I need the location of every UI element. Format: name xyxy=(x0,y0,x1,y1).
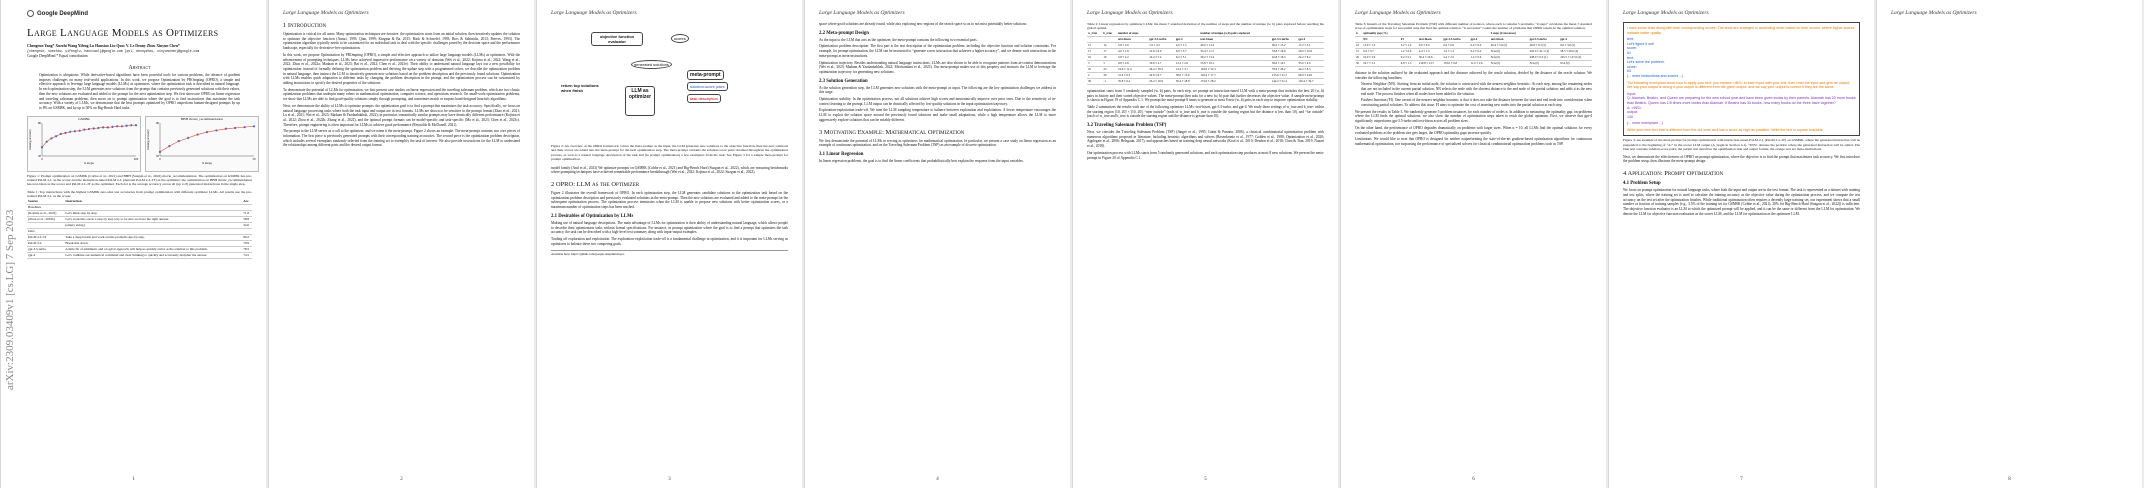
chart-tick-label: 0 xyxy=(159,156,161,161)
chart-axes xyxy=(160,123,254,156)
table-cell: 15 xyxy=(1087,42,1102,48)
table-cell: 142.2 ± 31.2 xyxy=(1271,78,1298,84)
subsection-heading: 2.3 Solution Generation xyxy=(819,78,868,84)
table-header: FI xyxy=(1400,36,1418,42)
body-text xyxy=(1623,155,1860,164)
table-cell: 55.8 ± 16.1 xyxy=(1199,60,1270,66)
table-cell: 26.0 ± 10.6 xyxy=(1297,48,1321,54)
table-cell: 19.6 ± 11.4 xyxy=(1117,66,1148,72)
table-header: text-bison xyxy=(1199,36,1270,42)
table-cell: Take a deep breath and work on this problem step-by-step. xyxy=(64,234,242,240)
meta-prompt-line: text: xyxy=(1627,37,1634,42)
table-cell: 5.8 ± 2.6 xyxy=(1117,42,1148,48)
table-cell: 5 xyxy=(1102,60,1117,66)
running-head: Large Language Models as Optimizers xyxy=(819,10,905,16)
table-cell: 195.5 ± 127.6 (2) xyxy=(1559,54,1592,60)
figure-1 xyxy=(27,116,256,172)
table-cell: (empty string) xyxy=(64,222,242,228)
table-row xyxy=(1355,60,1592,66)
page-3 xyxy=(536,0,802,488)
arxiv-watermark xyxy=(4,150,14,390)
table-cell: 14 xyxy=(1102,42,1117,48)
table-cell: Let's work this out in a step by step way to be sure we have the right answer. xyxy=(64,216,242,222)
table-cell xyxy=(1321,78,1324,84)
paragraph: In linear regression problems, the goal is to find the linear coefficients that probabilistically best explain the response from the input variables. xyxy=(819,158,1024,163)
exemplar-answer: A: <INS> xyxy=(1627,105,1642,110)
table-cell: 4.4 ± 2.5 xyxy=(1442,54,1469,60)
paragraph: To demonstrate the potential of LLMs for optimization, we first present case studies on linear regression and the traveling salesman problem, which are two classic optimization problems that underpin many others in mathematical optimization, computer science, and operations research. On small-scale optimization problems, we show that LLMs are able to find good-quality solutions simply through prompting, and sometimes match or surpass hand-designed heuristic algorithms. xyxy=(283,87,520,102)
table-cell: 12.2 ± 2.0 xyxy=(1175,60,1197,66)
meta-instruction-text: I have some texts along with their corresponding scores. The texts are arranged in ascending order based on their scores, where higher scores indicate better quality. xyxy=(1627,26,1855,35)
solution-score-pairs-box: solution-score pairs xyxy=(687,82,728,91)
chart-axes xyxy=(42,123,136,156)
table-cell: PaLM 2-L-IT xyxy=(27,234,64,240)
solution-score-pairs xyxy=(1627,37,1856,78)
chart-bbh xyxy=(146,121,258,165)
table-cell: 9.8 ± 2.8 xyxy=(1117,60,1148,66)
table-header: gpt-3.5-turbo xyxy=(1529,36,1560,42)
page-number: 1 xyxy=(132,477,135,482)
table-cell: 19.7 ± 3.1 xyxy=(1362,60,1400,66)
table-cell: Let's combine our numerical command and clear thinking to quickly and accurately decipher the answer. xyxy=(64,252,242,258)
table-cell: 40.0 ± 12.4 xyxy=(1199,42,1270,48)
bullet-item: Farthest Insertion (FI). One caveat of the nearest neighbor heuristic is that it does not take the distance between the start and end node into consideration when constructing partial solutions. To address this issue, FI aims to optimize the cost of inserting new nodes into the partial solution at each step. xyxy=(1361,98,1592,108)
table-cell: 174.0 ± 28.2 xyxy=(1199,78,1270,84)
body-text xyxy=(1355,71,1592,147)
page-6 xyxy=(1340,0,1606,488)
table-cell: 202.0 ± 41.1 (4) xyxy=(1529,48,1560,54)
meta-prompt-figure xyxy=(1623,22,1860,136)
table-cell: 3.8 ± 2.2 xyxy=(1117,54,1148,60)
table-header: gpt-4 xyxy=(1559,36,1592,42)
fig1-caption: Figure 1: Prompt optimization on GSM8K (Cobbe et al., 2021) and BBH (Suzgun et al., 2022) movie_recommendation. The optimization on GSM8K has pre-trained PaLM 2-L as the scorer and the instruction-tuned PaLM 2-L (denoted PaLM 2-L-IT) as the optimizer; the optimization on BBH movie_recommendation has text-bison as the scorer and PaLM 2-L-IT as the optimizer. Each dot is the average accuracy across all (up to 8) generated instructions in the single step. xyxy=(27,173,252,187)
table-header: # steps (# successes) xyxy=(1490,31,1529,37)
table-row xyxy=(27,252,252,258)
table-cell: 438.0 ± 0.0 (1) xyxy=(1529,54,1560,60)
table-cell: 24.2 ± 8.2 xyxy=(1297,54,1321,60)
table-cell: 104.0 ± 52.3 xyxy=(1199,66,1270,72)
paragraph: Optimization problem description. The first part is the text description of the optimization problem, including the objective function and solution constraints. For example, for prompt optimization, the LLM can be instructed to “generate a new instruction that achieves a higher accuracy”, and we denote such instructions in the meta-prompt as meta-instructions. xyxy=(819,44,1056,58)
abstract-heading: Abstract xyxy=(128,65,151,71)
table-cell: 219.8 ± 13.7 xyxy=(1418,60,1443,66)
table-cell: 25 xyxy=(1087,66,1102,72)
table-row xyxy=(1087,78,1324,84)
subsection-heading: 2.1 Desirables of Optimization by LLMs xyxy=(551,213,634,219)
table-cell: gpt-4 xyxy=(27,252,64,258)
meta-prompt-line: Let's figure it out! xyxy=(1627,41,1655,46)
table-cell: 42.8 ± 16.3 xyxy=(1271,54,1298,60)
body-text xyxy=(819,139,1056,148)
meta-prompt-line: 61 xyxy=(1627,50,1631,55)
table-cell: 3.2 ± 1.4 xyxy=(1400,42,1418,48)
exemplar xyxy=(1627,92,1856,126)
table-cell: 0.2 ± 0.1 xyxy=(1400,54,1418,60)
table-cell: PaLM 2-L xyxy=(27,240,64,246)
paragraph: Next, we consider the Traveling Salesman Problem (TSP) (Jünger et al., 1995; Gutin & Punnen, 2006), a classical combinatorial optimization problem with numerous algorithms proposed in literature, including heuristic algorithms and solvers (Rosenkrantz et al., 1977; Golden et al., 1980; Optimization et al., 2020; Applegate et al., 2006; Helsgaun, 2017), and approaches based on training deep neural networks (Kool et al., 2019; Deudon et al., 2018; Chen & Tian, 2019; Nazari et al., 2018). xyxy=(1087,130,1324,149)
table-cell: 31.4 ± 6.3 xyxy=(1117,72,1148,78)
paragraph: distance in the solution outlined by the evaluated approach and the distance achieved by the oracle solution, divided by the distance of the oracle solution. We consider the following baselines: xyxy=(1355,70,1592,80)
table-cell: 6.2 ± 3.1 xyxy=(1175,54,1197,60)
table-cell: N/A (0) xyxy=(1490,60,1529,66)
table-cell: N/A (0) xyxy=(1559,60,1592,66)
exemplar-input-label: input: xyxy=(1627,91,1636,96)
page-number: 7 xyxy=(1740,477,1743,482)
table-1 xyxy=(27,199,252,259)
paragraph: The prompt to the LLM serves as a call to the optimizer, and we name it the meta-prompt. Figure 2 shows an example. The meta-prompt contains two core pieces of information. The first piece is previously generated prompts with their corresponding training accuracies. The second piece is the optimization problem description, which includes several exemplars randomly selected from the training set to exemplify the task of interest. We also provide instructions for the LLM to understand the relationships among different parts and the desired output format. xyxy=(283,129,520,148)
table-cell: Baselines xyxy=(27,204,64,210)
table-header: optimality gap (%) xyxy=(1362,31,1400,37)
subsection-heading: 3.1 Linear Regression xyxy=(819,151,864,157)
table-3 xyxy=(1355,31,1592,67)
chart-tick-label: 50 xyxy=(38,153,41,158)
meta-prompt-line: score: xyxy=(1627,64,1637,69)
paragraph: Limitations. We would like to note that OPRO is designed for neither outperforming the state-of-the-art gradient-based optimization algorithms for continuous mathematical optimization, nor surpassing the performance of specialized solvers for classical combinatorial optimization problems such as TSP. xyxy=(1355,137,1592,146)
paragraph: Exploration-exploitation trade-off. We tune the LLM sampling temperature to balance between exploration and exploitation. A lower temperature encourages the LLM to exploit the solution space around the previously found solutions and make small adaptations, while a high temperature allows the LLM to more aggressively explore solutions that can be notably different. xyxy=(819,108,1056,122)
exemplar-question: Q: Alannah, Beatrix, and Queen are preparing for the new school year and have been given books by their parents. Alannah has 20 more books than Beatrix. Queen has 1/5 times more books than Alannah. If Beatrix has 30 books, how many books do the three have together? xyxy=(1627,96,1856,105)
generated-solutions-ellipse: generated solutions xyxy=(631,60,672,69)
table-cell: 34.0 xyxy=(242,222,252,228)
table-cell: 10 xyxy=(1355,42,1362,48)
paragraph: As the input to the LLM that acts as the optimizer, the meta-prompt contains the following two essential parts. xyxy=(819,37,978,42)
table-cell: N/A (0) xyxy=(1490,48,1529,54)
table-cell: 17.2 ± 5.1 xyxy=(1297,42,1321,48)
table-cell: 0.0 ± 0.0 xyxy=(1470,42,1490,48)
paragraph: Figure 2 illustrates the overall framework of OPRO. In each optimization step, the LLM generates candidate solutions to the optimization task based on the optimization problem description and previously evaluated solutions in the meta-prompt. Then the new solutions are evaluated and added to the meta-prompt for the subsequent optimization process. The optimization process terminates when the LLM is unable to propose new solutions with better optimization scores, or a maximum number of optimization steps has been reached. xyxy=(551,191,788,210)
table-cell: 9.4 ± 3.7 xyxy=(1362,48,1400,54)
table-cell: 58.8 xyxy=(242,216,252,222)
scores-ellipse: scores xyxy=(671,34,689,43)
table-header: gpt-4 xyxy=(1470,36,1490,42)
paragraph: Making use of natural language descriptions. The main advantage of LLMs for optimization is their ability of understanding natural language, which allows people to describe their optimization tasks without formal specifications. For instance, in prompt optimization where the goal is to find a prompt that optimizes the task accuracy, the task can be described with a high-level text summary along with input-output examples. xyxy=(551,220,788,235)
table-cell: 26.4 ± 18.3 xyxy=(1148,66,1175,72)
meta-prompt-line: Let's solve the problem. xyxy=(1627,60,1665,65)
chart-tick-label: 200 xyxy=(133,156,139,161)
page-8 xyxy=(1876,0,2142,488)
table-cell: 74.5 xyxy=(242,252,252,258)
table-cell: 17 xyxy=(1102,48,1117,54)
table-header: gpt-3.5-turbo xyxy=(1271,36,1298,42)
table-header: w_true xyxy=(1087,31,1102,37)
table-header: n xyxy=(1355,31,1362,37)
paragraph: Table 2 summarizes the results with one of the following optimizer LLMs: text-bison, gpt-3.5-turbo, and gpt-4. We study three settings of w_true and b_true: within the starting region [10, 20] × [10, 20], “near outside” (each of w_true and b_true is outside the starting region but the distance is less than 10), and “far outside” (each of w_true and b_true is outside the starting region and the distance is greater than 10). xyxy=(1087,104,1324,119)
table-cell: 30.4 ± 10.6 xyxy=(1418,54,1443,60)
arxiv-id: arXiv:2309.03409v1 [cs.LG] 7 Sep 2023 xyxy=(4,209,16,390)
paragraph: We present the results in Table 3. We randomly generate 5 problem instances for each number of nodes n. In addition to measuring the optimality gap, on problems where the LLM finds the optimal solutions, we also show the number of optimization steps taken to reach the global optimum. First, we observe that gpt-4 significantly outperforms gpt-3.5-turbo and text-bison across all problem sizes. xyxy=(1355,109,1592,124)
table-cell: 1.4 ± 0.6 xyxy=(1470,54,1490,60)
deepmind-logo xyxy=(27,10,252,17)
page-number: 8 xyxy=(2008,477,2011,482)
table-cell: 50 xyxy=(1355,60,1362,66)
page-5 xyxy=(1072,0,1338,488)
page-number: 5 xyxy=(1204,477,1207,482)
table-cell: 53.8 ± 16.9 xyxy=(1271,48,1298,54)
table-cell: 36 xyxy=(1087,78,1102,84)
table-cell: 16 xyxy=(1087,54,1102,60)
table-header: text-bison xyxy=(1117,36,1148,42)
table-cell: 4.0 ± 1.5 xyxy=(1175,42,1197,48)
table-cell: 0.0 ± 0.0 xyxy=(1442,42,1469,48)
table-cell: (Kojima et al., 2022) xyxy=(27,210,64,216)
table-cell: 12.2 ± 3.7 xyxy=(1175,66,1197,72)
table-cell: 44.2 ± 8.3 xyxy=(1297,66,1321,72)
table-cell: 9.6 ± 3.0 (5) xyxy=(1559,42,1592,48)
section-heading: 1 Introduction xyxy=(283,22,327,29)
page-number: 6 xyxy=(1472,477,1475,482)
table-cell: 45.4 ± 16.9 xyxy=(1148,78,1175,84)
fig2-caption: Figure 2: An overview of the OPRO framework. Given the meta-prompt as the input, the LLM generates new solutions to the objective function, then the new solutions and their scores are added into the meta-prompt for the next optimization step. The meta-prompt contains the solution-score pairs obtained throughout the optimization process, as well as a natural language description of the task and (in prompt optimization) a few exemplars from the task. See Figure 3 for a sample meta-prompt for prompt optimization. xyxy=(551,144,788,162)
paragraph: On the other hand, the performance of OPRO degrades dramatically on problems with larger sizes. When n = 10, all LLMs find the optimal solutions for every evaluated problem; as the problem size gets larger, the OPRO optimality gaps increase quickly. xyxy=(1355,125,1592,135)
chart-xlabel: # steps xyxy=(202,160,212,165)
paragraph: Next, we demonstrate the effectiveness of OPRO on prompt optimization, where the objective is to find the prompt that maximizes task accuracy. We first introduce the problem setup, then illustrate the meta-prompt design. xyxy=(1623,154,1860,164)
fig1-right-panel xyxy=(145,116,259,172)
table-cell: 71.8 xyxy=(242,210,252,216)
llm-optimizer-box: LLM as optimizer xyxy=(625,86,655,116)
running-head: Large Language Models as Optimizers xyxy=(1087,10,1173,16)
table-cell: 80.2 xyxy=(242,234,252,240)
table-cell: 46.8 ± 9.3 (5) xyxy=(1529,42,1560,48)
meta-prompt-line: score: xyxy=(1627,46,1637,51)
section-heading: 2 OPRO: LLM as the Optimizer xyxy=(551,181,640,189)
table-cell: 30.2 ± 13.4 xyxy=(1199,54,1270,60)
paragraph: We first demonstrate the potential of LLMs in serving as optimizers for mathematical optimization. In particular, we present a case study on linear regression as an example of continuous optimization, and on the Traveling Salesman Problem (TSP) as an example of discrete optimization. xyxy=(819,138,1056,148)
paragraph: optimization starts from 5 randomly sampled (w, b) pairs. In each step, we prompt an instruction-tuned LLM with a meta-prompt that includes the best 20 (w, b) pairs in history and their sorted objective values. The meta-prompt then asks for a new (w, b) pair that further decreases the objective value. A sample meta-prompt is shown in Figure 19 of Appendix C.1. We prompt the meta-prompt 8 times to generate at most 8 new (w, b) pairs in each step to improve optimization stability. xyxy=(1087,88,1324,103)
abstract-text: Optimization is ubiquitous. While derivative-based algorithms have been powerful tools for various problems, the absence of gradient imposes challenges on many real-world applications. In this work, we propose Optimization by PROmpting (OPRO), a simple and effective approach to leverage large language models (LLMs) as optimizers, where the optimization task is described in natural language. In each optimization step, the LLM generates new solutions from the prompt that contains previously generated solutions with their values, then the new solutions are evaluated and added to the prompt for the next optimization step. We first showcase OPRO on linear regression and traveling salesman problems, then move on to prompt optimization where the goal is to find instructions that maximize the task accuracy. With a variety of LLMs, we demonstrate that the best prompts optimized by OPRO outperform human-designed prompts by up to 8% on GSM8K, and by up to 50% on Big-Bench Hard tasks. xyxy=(39,73,240,110)
table-cell: 35.8 ± 6.4 xyxy=(1117,78,1148,84)
page-number: 2 xyxy=(400,477,403,482)
bullet-item: Nearest Neighbor (NN). Starting from an initial node, the solution is constructed with the nearest neighbor heuristic: At each step, among the remaining nodes that are not included in the current partial solution, NN selects the node with the shortest distance to the end node of the partial solution, and adds it as the new end node. The process finishes when all nodes have been added to the solution. xyxy=(1361,82,1592,96)
table-cell: 17 xyxy=(1087,48,1102,54)
paragraph: We focus on prompt optimization for natural language tasks, where both the input and output are in the text format. The task is represented as a dataset with training and test splits, where the training set is used to calculate the training accuracy as the objective value during the optimization process, and we compute the test accuracy on the test set after the optimization finishes. While traditional optimization often requires a decently large training set, our experiment shows that a small number or fraction of training samples (e.g., 3.5% of the training set for GSM8K (Cobbe et al., 2021), 20% for Big-Bench Hard (Suzgun et al., 2022)) is sufficient. The objective function evaluator is an LLM to which the optimized prompt will be applied, and it can be the same or different from the LLM for optimization. We denote the LLM for objective function evaluation as the scorer LLM, and the LLM for optimization as the optimizer LLM. xyxy=(1623,188,1860,216)
chart-title: BBH movie_recommendation xyxy=(180,116,224,121)
table-cell: 39.6 ± 10.1 xyxy=(1271,60,1298,66)
table-cell: -1 xyxy=(1102,78,1117,84)
body-text xyxy=(551,191,788,210)
table-header: number of steps xyxy=(1117,31,1148,37)
paragraph: Trading off exploration and exploitation. The exploration-exploitation trade-off is a fundamental challenge in optimization, and it is important for LLMs serving as optimizers to balance these two competing goals. xyxy=(551,236,788,246)
authors: Chengrun Yang* Xuezhi Wang Yifeng Lu Hanxiao Liu Quoc V. Le Denny Zhou Xinyun Chen* xyxy=(27,44,180,48)
table-cell: Let's think step by step. xyxy=(64,210,242,216)
subsection-heading: 2.2 Meta-prompt Design xyxy=(819,30,869,36)
table-cell: A little bit of arithmetic and a logical approach will help us quickly arrive at the solution to this problem. xyxy=(64,246,242,252)
paper-title: Large Language Models as Optimizers xyxy=(27,27,219,39)
table-cell: 10 xyxy=(1102,54,1117,60)
paragraph: Optimization trajectory. Besides understanding natural language instructions, LLMs are also shown to be able to recognize patterns from in-context demonstrations (Wei et al., 2023; Madaan & Yazdanbakhsh, 2022; Mirchandani et al., 2023). Our meta-prompt makes use of this property and instructs the LLM to leverage the optimization trajectory for generating new solutions. xyxy=(819,60,1056,74)
page-number: 4 xyxy=(936,477,939,482)
chart-gsm8k xyxy=(28,121,140,165)
page-7 xyxy=(1608,0,1874,488)
footnote[interactable]: Available here: https://github.com/google-deepmind/opro xyxy=(551,250,788,257)
table-cell: 7.6 ± 4.5 xyxy=(1148,42,1175,48)
running-head: Large Language Models as Optimizers xyxy=(283,10,369,16)
chart-tick-label: 80 xyxy=(38,120,41,125)
body-text xyxy=(819,86,1056,123)
meta-prompt-line: (... more instructions and scores ...) xyxy=(1627,73,1684,78)
meta-instruction-text: Write your new text that is different from the old ones and has a score as high as possible. Write the text in square brackets. xyxy=(1627,127,1824,132)
paragraph: Next, we demonstrate the ability of LLMs to optimize prompts: the optimization goal is to find a prompt that maximizes the task accuracy. Specifically, we focus on natural language processing tasks where both the task input and output are in text formats. LLMs are shown to be sensitive to the prompt format (Zhao et al., 2021; Lu et al., 2021; Wei et al., 2023; Madaan & Yazdanbakhsh, 2022); in particular, semantically similar prompts may have drastically different performance (Kojima et al., 2022; Zhou et al., 2022b; Zhang et al., 2022), and the optimal prompt formats can be model-specific and task-specific (Ma et al., 2023; Chen et al., 2023c). Therefore, prompt engineering is often important for LLMs to achieve good performance (Reynolds & McDonell, 2021). xyxy=(283,103,520,127)
table-header: b_true xyxy=(1102,31,1117,37)
table-cell: 6.0 ± 3.7 xyxy=(1175,48,1197,54)
paragraph: space where good solutions are already found, while also exploring new regions of the search space so as to not miss potentially better solutions. xyxy=(819,22,1028,26)
body-text xyxy=(283,32,520,148)
deepmind-logo-icon xyxy=(27,10,34,17)
table-cell: 38.0 ± 15.9 xyxy=(1175,72,1197,78)
exemplar-output: 140 xyxy=(1627,114,1633,119)
table-header: text-bison xyxy=(1490,36,1529,42)
section-heading: 3 Motivating Example: Mathematical Optimization xyxy=(819,128,965,136)
chart-tick-label: 0 xyxy=(41,156,43,161)
paragraph: At the solution generation step, the LLM generates new solutions with the meta-prompt as input. The following are the key optimization challenges we address in this stage. xyxy=(819,85,1056,95)
table-cell: 1.2 ± 1.1 xyxy=(1442,48,1469,54)
running-head: Large Language Models as Optimizers xyxy=(1355,10,1441,16)
table-cell: gpt-3.5-turbo xyxy=(27,246,64,252)
chart-tick-label: 50 xyxy=(156,153,159,158)
table-cell: 99.0 ± 24.6 xyxy=(1297,72,1321,78)
meta-prompt-line: 63 xyxy=(1627,69,1631,74)
exemplar-output-label: output: xyxy=(1627,110,1638,115)
fig1-left-panel xyxy=(27,116,141,172)
table-cell: 0.2 ± 0.2 xyxy=(1470,48,1490,54)
paragraph: Optimization is critical for all areas. Many optimization techniques are iterative: the optimization starts from an initial solution, then iteratively updates the solution to optimize the objective function (Amari, 1993; Qian, 1999; Kingma & Ba, 2015; Bäck & Schwefel, 1993; Rios & Sahinidis, 2013; Reeves, 1993). The optimization algorithm typically needs to be customized for an individual task to deal with the specific challenges posed by the decision space and the performance landscape, especially for derivative-free optimization. xyxy=(283,32,520,51)
table2-caption: Table 2: Linear regression by optimizer LLMs: the mean ± standard deviation of the number of steps and the number of unique (w, b) pairs explored before reaching the global optima. xyxy=(1087,22,1324,31)
table-cell: N/A (0) xyxy=(1529,60,1560,66)
meta-prompt-box: meta-prompt xyxy=(687,70,724,80)
section-heading: 4 Application: Prompt Optimization xyxy=(1623,170,1724,178)
fig3-caption: Figure 3: An example of the meta-prompt for prompt optimization with instruction-tuned PaLM 2-L (PaLM 2-L-IT) on GSM8K, where the generated instruction will be prepended to the beginning of “A:” in the scorer LLM output (A_begin in Section 4.1). <INS> denotes the position where the generated instruction will be added. The blue text contains solution-score pairs; the purple text describes the optimization task and output format; the orange text are meta-instructions. xyxy=(1623,138,1860,152)
table-cell: Break this down. xyxy=(64,240,242,246)
table-header: Acc xyxy=(242,199,252,205)
paragraph: model family (Anil et al., 2023) We optimize prompts on GSM8K (Cobbe et al., 2021) and Big-Bench Hard (Suzgun et al., 2022), which are reasoning benchmarks where prompting techniques have achieved remarkable performance breakthrough (Wei et al., 2022; Kojima et al., 2022; Suzgun et al., 2022). xyxy=(551,165,788,175)
meta-instruction-text: The following exemplars show how to apply your text: you replace <INS> in each input with your text, then read the input and give an output. We say your output is wrong if your output is different from the given output, and we say your output is correct if they are the same. xyxy=(1627,80,1850,90)
table1-caption: Table 1: Top instructions with the highest GSM8K zero-shot test accuracies from prompt optimization with different optimizer LLMs. All results use the pre-trained PaLM 2-L as the scorer. xyxy=(27,189,252,199)
chart-title: GSM8K xyxy=(78,116,90,121)
table-cell: 4.0 ± 1.8 xyxy=(1117,48,1148,54)
running-head: Large Language Models as Optimizers xyxy=(1623,10,1709,16)
table-cell: 13.0 ± 1.3 xyxy=(1362,42,1400,48)
table-cell: 42.8 ± 9.7 xyxy=(1148,72,1175,78)
table-cell: Ours xyxy=(27,228,64,234)
table3-caption: Table 3: Results of the Traveling Salesman Problem (TSP) with different number of nodes n, where each n contains 5 problems. “# steps” calculates the mean ± standard error of optimization steps for successful runs that find the optimal solution. “# successes” counts the number of problems that OPRO results in the optimal solution. xyxy=(1355,22,1592,31)
emails: {chengrun, xuezhiw, yifenglu, hanxiaol}@google.com {qvl, dennyzhou, xinyunchen}@google.com xyxy=(27,49,200,53)
paragraph: Optimization stability. In the optimization process, not all solutions achieve high scores and monotonically improve over prior ones. Due to the sensitivity of in-context learning to the prompt, LLM output can be drastically affected by low-quality solutions in the input optimization trajectory. xyxy=(819,97,1056,106)
subsection-heading: 4.1 Problem Setup xyxy=(1623,181,1661,187)
table-cell: 23 xyxy=(1102,66,1117,72)
paragraph: In this work, we propose Optimization by PROmpting (OPRO), a simple and effective approach to utilize large language models (LLMs) as optimizers. With the advancement of prompting techniques, LLMs have achieved impressive performance on a variety of domains (Wei et al., 2022; Kojima et al., 2022; Wang et al., 2022; Zhou et al., 2022a; Madaan et al., 2023; Bai et al., 2022; Chen et al., 2023e). Their ability to understand natural language lays out a new possibility for optimization: instead of formally defining the optimization problem and deriving the update step with a programmed solver, we describe the optimization problem in natural language, then instruct the LLM to iteratively generate new solutions based on the problem description and the previously found solutions. Optimization with LLMs enables quick adaptation to different tasks by changing the problem description in the prompt, and the optimization process can be customized by adding instructions to specify the desired properties of the solutions. xyxy=(283,52,520,86)
table-cell: 40.4 ± 5.6 (5) xyxy=(1490,42,1529,48)
table-cell: 11.0 ± 2.6 xyxy=(1470,60,1490,66)
table-cell: 78.6 ± 26.2 xyxy=(1271,66,1298,72)
table-cell: 12.6 ± 6.0 xyxy=(1148,48,1175,54)
table-cell: 15 xyxy=(1355,48,1362,54)
table-cell: 36.0 ± 15.2 xyxy=(1271,42,1298,48)
table-header: gpt-3.5-turbo xyxy=(1442,36,1469,42)
table-cell: 50.4 ± 18.8 xyxy=(1175,78,1197,84)
body-text xyxy=(819,22,1056,27)
table-cell: 2 xyxy=(1087,72,1102,78)
table-cell: 1.2 ± 0.6 xyxy=(1400,48,1418,54)
table-cell: 79.9 xyxy=(242,240,252,246)
chart-tick-label: 50 xyxy=(252,156,256,161)
body-text xyxy=(1087,130,1324,160)
objective-evaluator-box: objective function evaluator xyxy=(591,32,643,46)
table-cell: 4.4 ± 1.3 xyxy=(1418,48,1443,54)
chart-ylabel: training accuracy xyxy=(146,128,150,150)
chart-tick-label: 90 xyxy=(156,120,159,125)
table-cell: (Zhou et al., 2022b) xyxy=(27,216,64,222)
body-text xyxy=(551,166,788,175)
table-cell: 9.8 ± 1.5 xyxy=(1400,60,1418,66)
body-text xyxy=(1087,89,1324,119)
running-head: Large Language Models as Optimizers xyxy=(551,10,637,16)
return-top-solutions-label: return top solutions when finish xyxy=(559,82,603,94)
table-header: NN xyxy=(1362,36,1400,42)
table-2 xyxy=(1087,31,1324,85)
table-header: gpt-4 xyxy=(1175,36,1197,42)
page-number: 3 xyxy=(668,477,671,482)
table-cell: 116.4 ± 32.7 xyxy=(1297,78,1321,84)
table-cell: 3 xyxy=(1087,60,1102,66)
figure-2 xyxy=(551,22,789,142)
page-1 xyxy=(0,0,266,488)
table-cell: 78.5 xyxy=(242,246,252,252)
table-cell: 30 xyxy=(1102,72,1117,78)
running-head: Large Language Models as Optimizers xyxy=(1891,10,1977,16)
page-2 xyxy=(268,0,534,488)
affiliation: Google DeepMind * Equal contribution xyxy=(27,54,88,58)
table-cell: 16.0 ± 3.9 xyxy=(1362,54,1400,60)
table-cell: 20 xyxy=(1355,54,1362,60)
logo-text: Google DeepMind xyxy=(37,10,88,17)
table-cell: 10.4 ± 5.4 xyxy=(1148,54,1175,60)
page-4 xyxy=(804,0,1070,488)
table-cell: 126.4 ± 17.7 xyxy=(1199,72,1270,78)
table-cell: 10.8 ± 2.7 xyxy=(1148,60,1175,66)
table-cell: 58.5 ± 29.0 (4) xyxy=(1559,48,1592,54)
more-exemplars: (... more exemplars ...) xyxy=(1627,121,1664,126)
chart-ylabel: training accuracy xyxy=(28,128,32,150)
chart-series-line xyxy=(160,126,254,152)
table-header: text-bison xyxy=(1418,36,1443,42)
table-header: Instruction xyxy=(64,199,242,205)
body-text xyxy=(551,221,788,247)
task-description-box: task description xyxy=(687,94,721,103)
chart-xlabel: # steps xyxy=(84,160,94,165)
subsection-heading: 3.2 Traveling Salesman Problem (TSP) xyxy=(1087,123,1167,129)
table-cell: 133.0 ± 6.8 xyxy=(1442,60,1469,66)
table-cell: N/A (0) xyxy=(1490,54,1529,60)
meta-prompt-line: text: xyxy=(1627,55,1634,60)
table-header: gpt-4 xyxy=(1297,36,1321,42)
body-text xyxy=(1623,188,1860,216)
table-header: Source xyxy=(27,199,64,205)
body-text xyxy=(819,159,1056,164)
table-cell: 33.4 ± 11.7 xyxy=(1199,48,1270,54)
body-text xyxy=(819,38,1056,75)
table-header: number of unique (w,b) pairs explored xyxy=(1199,31,1270,37)
table-cell: 125.6 ± 21.7 xyxy=(1271,72,1298,78)
table-cell: 0.0 ± 0.0 xyxy=(1418,42,1443,48)
table-header: gpt-3.5-turbo xyxy=(1148,36,1175,42)
paragraph: Our optimization process with LLMs starts from 5 randomly generated solutions, and each optimization step produces at most 8 new solutions. We present the meta-prompt in Figure 20 of Appendix C.1. xyxy=(1087,150,1324,160)
table-cell: 33.0 ± 4.0 xyxy=(1297,60,1321,66)
